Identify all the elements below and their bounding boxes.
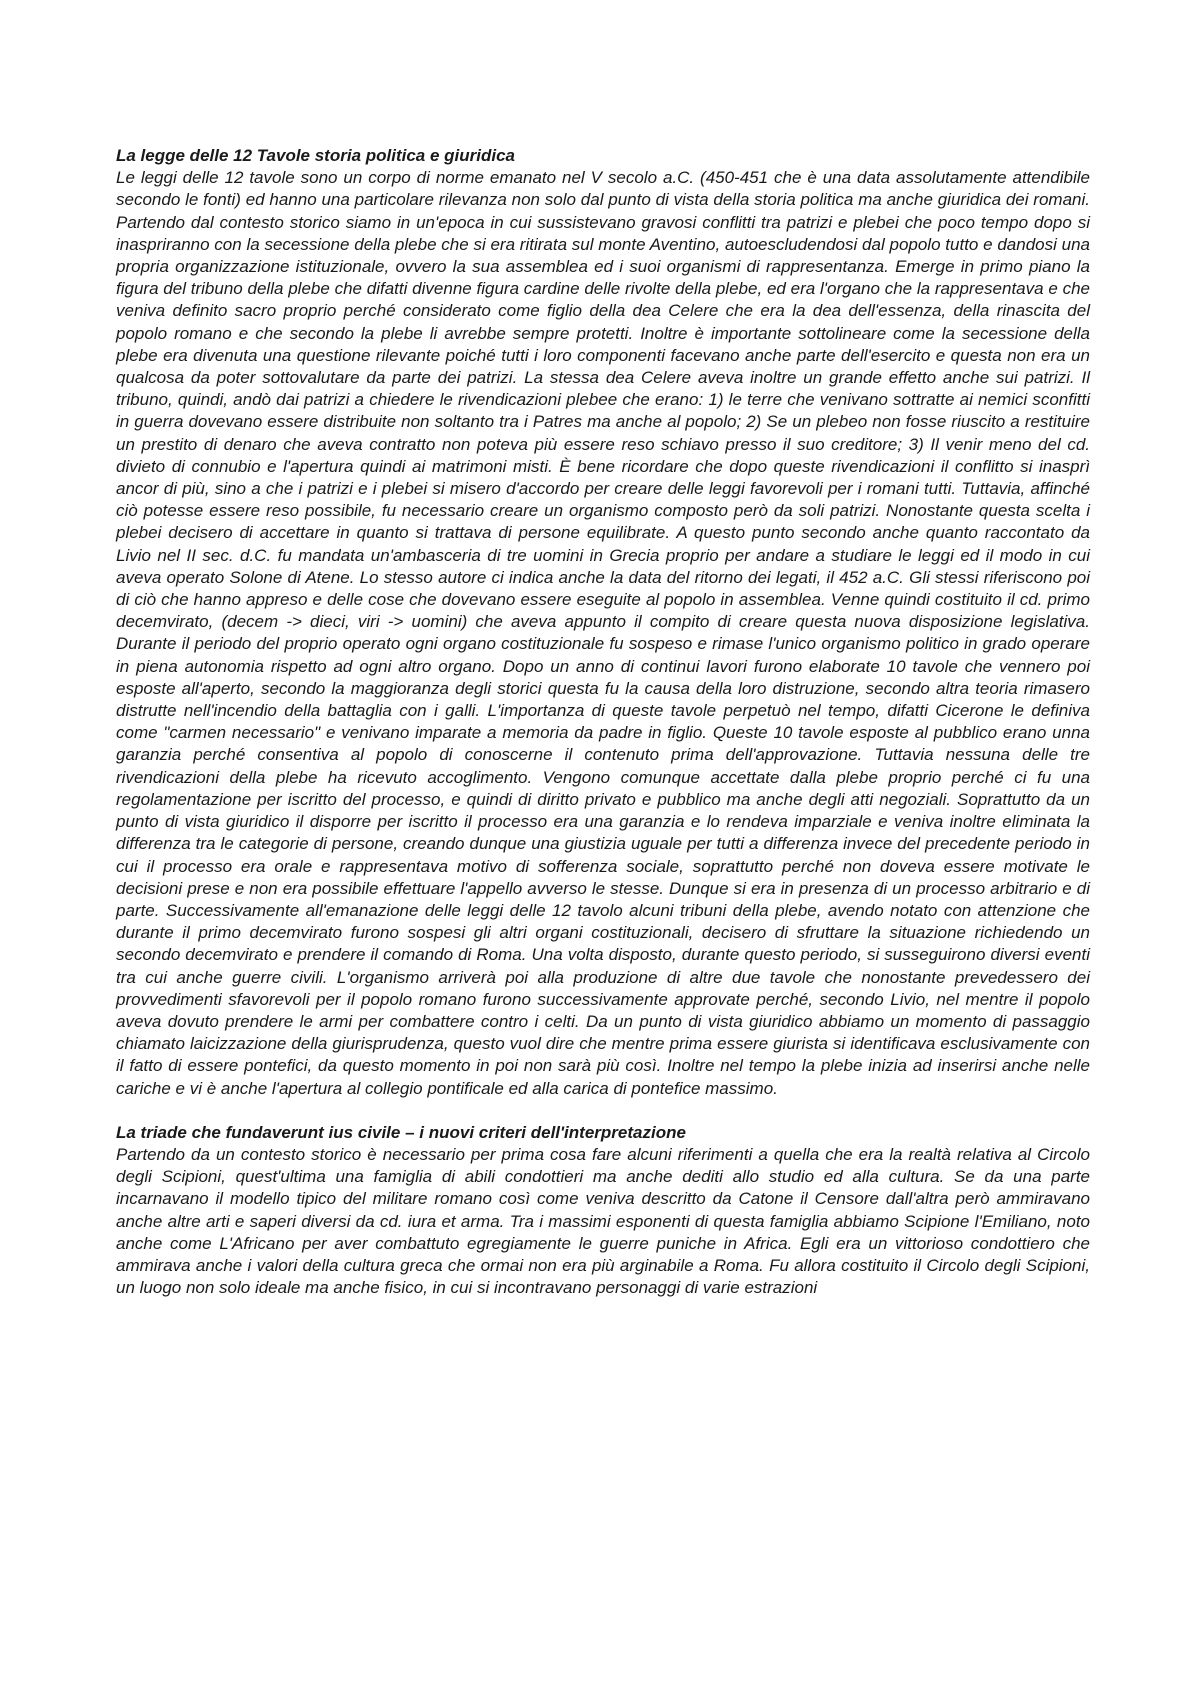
section-triade [116, 1122, 1090, 1300]
document-page [116, 145, 1090, 1299]
section-paragraph: Le leggi delle 12 tavole sono un corpo di norme emanato nel V secolo a.C. (450-451 che è una data assolutamente attendibile secondo le fonti) ed hanno una particolare rilevanza non solo dal punto di vista della storia politica ma anche giuridica dei romani. Partendo dal contesto storico siamo in un'epoca in cui sussistevano gravosi conflitti tra patrizi e plebei che poco tempo dopo si inaspriranno con la secessione della plebe che si era ritirata sul monte Aventino, autoescludendosi dal popolo tutto e dandosi una propria organizzazione istituzionale, ovvero la sua assemblea ed i suoi organismi di rappresentanza. Emerge in primo piano la figura del tribuno della plebe che difatti divenne figura cardine delle rivolte della plebe, ed era l'organo che la rappresentava e che veniva definito sacro proprio perché considerato come figlio della dea Celere che era la dea dell'essenza, della rinascita del popolo romano e che secondo la plebe li avrebbe sempre protetti. Inoltre è importante sottolineare come la secessione della plebe era divenuta una questione rilevante poiché tutti i loro componenti facevano anche parte dell'esercito e questa non era un qualcosa da poter sottovalutare da parte dei patrizi. La stessa dea Celere aveva inoltre un grande effetto anche sui patrizi. Il tribuno, quindi, andò dai patrizi a chiedere le rivendicazioni plebee che erano: 1) le terre che venivano sottratte ai nemici sconfitti in guerra dovevano essere distribuite non soltanto tra i Patres ma anche al popolo; 2) Se un plebeo non fosse riuscito a restituire un prestito di denaro che aveva contratto non poteva più essere reso schiavo presso il suo creditore; 3) Il venir meno del cd. divieto di connubio e l'apertura quindi ai matrimoni misti. È bene ricordare che dopo queste rivendicazioni il conflitto si inasprì ancor di più, sino a che i patrizi e i plebei si misero d'accordo per creare delle leggi favorevoli per i romani tutti. Tuttavia, affinché ciò potesse essere reso possibile, fu necessario creare un organismo composto però da soli patrizi. Nonostante questa scelta i plebei decisero di accettare in quanto si trattava di persone equilibrate. A questo punto secondo anche quanto raccontato da Livio nel II sec. d.C. fu mandata un'ambasceria di tre uomini in Grecia proprio per andare a studiare le leggi ed il modo in cui aveva operato Solone di Atene. Lo stesso autore ci indica anche la data del ritorno dei legati, il 452 a.C. Gli stessi riferiscono poi di ciò che hanno appreso e delle cose che dovevano essere eseguite al popolo in assemblea. Venne quindi costituito il cd. primo decemvirato, (decem -> dieci, viri -> uomini) che aveva appunto il compito di creare questa nuova disposizione legislativa. Durante il periodo del proprio operato ogni organo costituzionale fu sospeso e rimase l'unico organismo politico in grado operare in piena autonomia rispetto ad ogni altro organo. Dopo un anno di continui lavori furono elaborate 10 tavole che vennero poi esposte all'aperto, secondo la maggioranza degli storici questa fu la causa della loro distruzione, secondo altra teoria rimasero distrutte nell'incendio della battaglia con i galli. L'importanza di queste tavole perpetuò nel tempo, difatti Cicerone le definiva come "carmen necessario" e venivano imparate a memoria da padre in figlio. Queste 10 tavole esposte al pubblico erano unna garanzia perché consentiva al popolo di conoscerne il contenuto prima dell'approvazione. Tuttavia nessuna delle tre rivendicazioni della plebe ha ricevuto accoglimento. Vengono comunque accettate dalla plebe proprio perché ci fu una regolamentazione per iscritto del processo, e quindi di diritto privato e pubblico ma anche degli atti negoziali. Soprattutto da un punto di vista giuridico il disporre per iscritto il processo era una garanzia e lo rendeva imparziale e veniva inoltre eliminata la differenza tra le categorie di persone, creando dunque una giustizia uguale per tutti a differenza invece del precedente periodo in cui il processo era orale e rappresentava motivo di sofferenza sociale, soprattutto perché non doveva essere motivate le decisioni prese e non era possibile effettuare l'appello avverso le stesse. Dunque si era in presenza di un processo arbitrario e di parte. Successivamente all'emanazione delle leggi delle 12 tavolo alcuni tribuni della plebe, avendo notato con attenzione che durante il primo decemvirato furono sospesi gli altri organi costituzionali, decisero di sfruttare la situazione richiedendo un secondo decemvirato e prendere il comando di Roma. Una volta disposto, durante questo periodo, si susseguirono diversi eventi tra cui anche guerre civili. L'organismo arriverà poi alla produzione di altre due tavole che nonostante prevedessero dei provvedimenti sfavorevoli per il popolo romano furono successivamente approvate perché, secondo Livio, nel mentre il popolo aveva dovuto prendere le armi per combattere contro i celti. Da un punto di vista giuridico abbiamo un momento di passaggio chiamato laicizzazione della giurisprudenza, questo vuol dire che mentre prima essere giurista si identificava esclusivamente con il fatto di essere pontefici, da questo momento in poi non sarà più così. Inoltre nel tempo la plebe inizia ad inserirsi anche nelle cariche e vi è anche l'apertura al collegio pontificale ed alla carica di pontefice massimo. [116, 168, 1090, 1098]
section-paragraph: Partendo da un contesto storico è necessario per prima cosa fare alcuni riferimenti a quella che era la realtà relativa al Circolo degli Scipioni, quest'ultima una famiglia di abili condottieri ma anche dediti allo studio ed alla cultura. Se da una parte incarnavano il modello tipico del militare romano così come veniva descritto da Catone il Censore dall'altra però ammiravano anche altre arti e saperi diversi da cd. iura et arma. Tra i massimi esponenti di questa famiglia abbiamo Scipione l'Emiliano, noto anche come L'Africano per aver combattuto egregiamente le guerre puniche in Africa. Egli era un vittorioso condottiero che ammirava anche i valori della cultura greca che ormai non era più arginabile a Roma. Fu allora costituito il Circolo degli Scipioni, un luogo non solo ideale ma anche fisico, in cui si incontravano personaggi di varie estrazioni [116, 1144, 1090, 1298]
section-heading: La legge delle 12 Tavole storia politica e giuridica [116, 146, 516, 165]
section-heading: La triade che fundaverunt ius civile – i nuovi criteri dell'interpretazione [116, 1122, 686, 1142]
section-twelve-tables [116, 145, 1090, 1100]
